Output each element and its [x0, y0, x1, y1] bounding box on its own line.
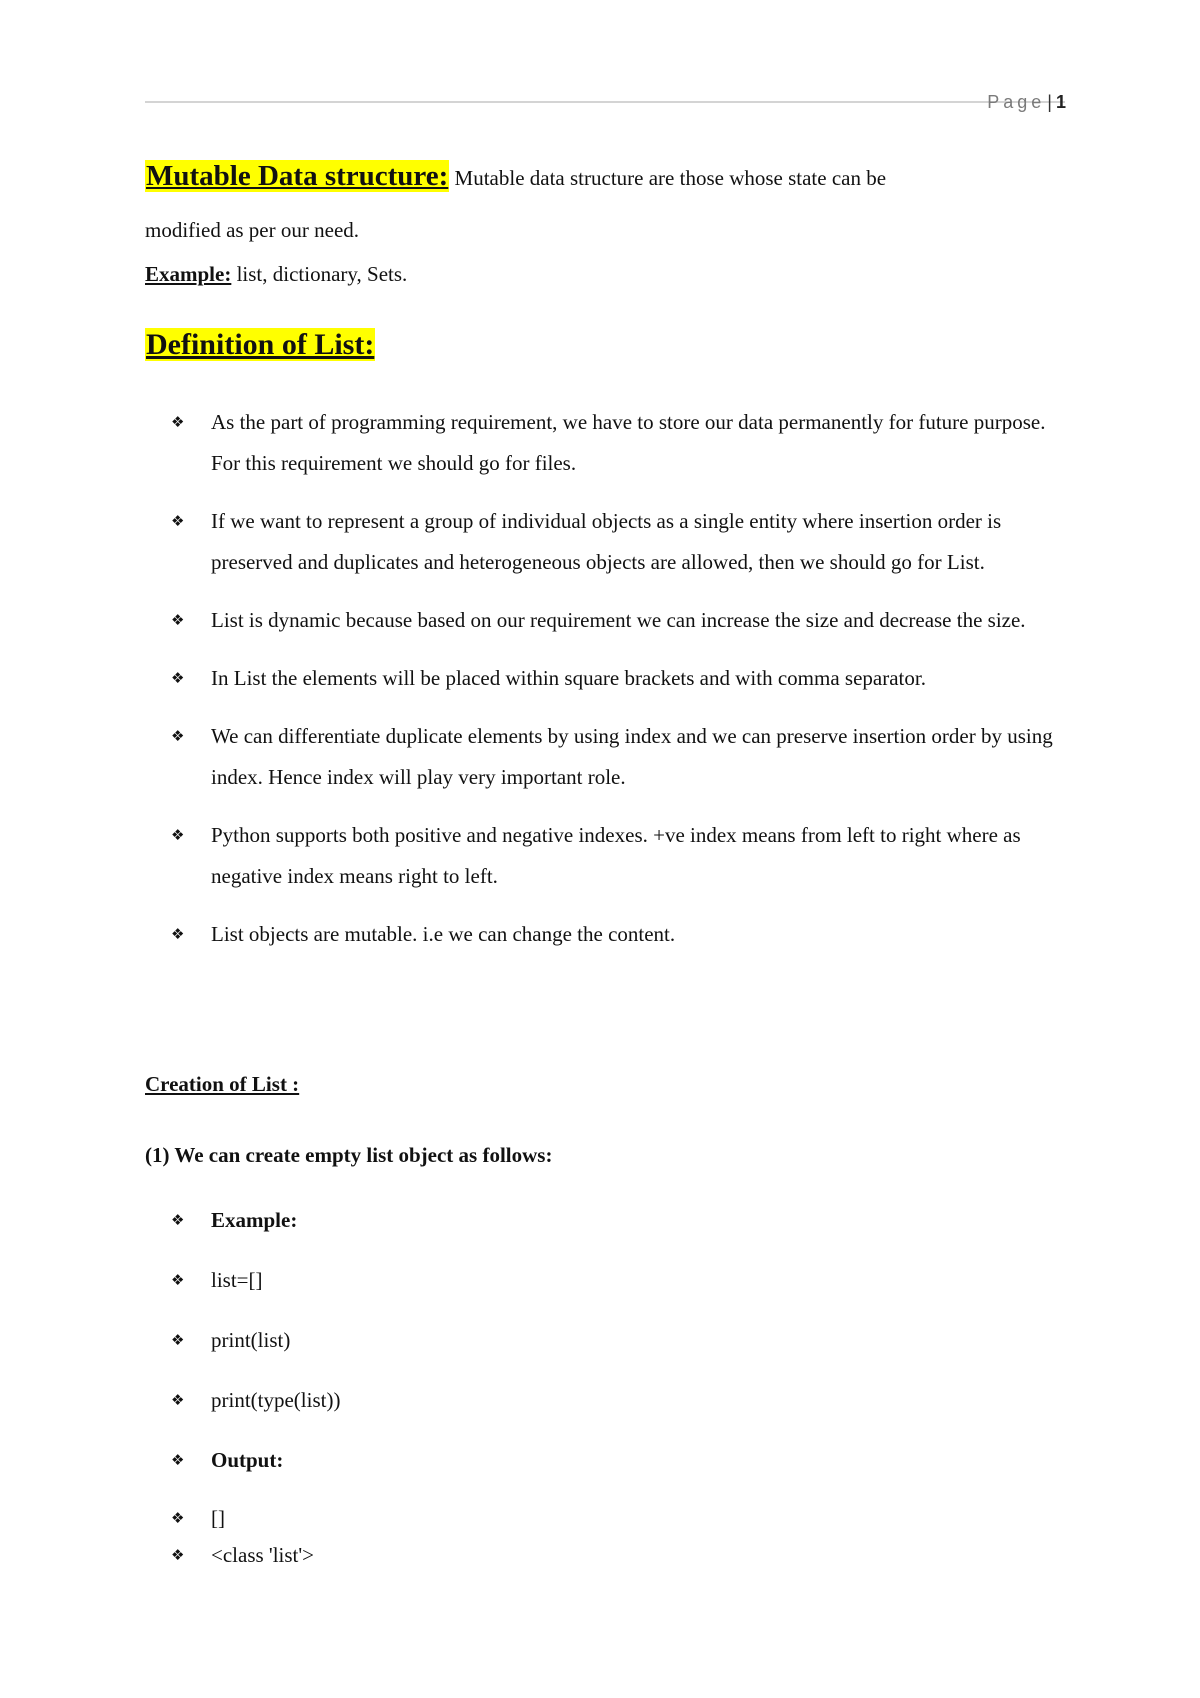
diamond-bullet-icon: ❖	[171, 669, 185, 687]
diamond-bullet-icon: ❖	[171, 925, 185, 943]
diamond-bullet-icon: ❖	[171, 1391, 185, 1409]
mutable-intro	[145, 150, 1065, 259]
diamond-bullet-icon: ❖	[171, 413, 185, 431]
list-item: ❖ []	[145, 1500, 1065, 1537]
list-item: ❖ list=[]	[145, 1260, 1065, 1301]
diamond-bullet-icon: ❖	[171, 1509, 185, 1527]
page-number-value: 1	[1055, 92, 1066, 112]
diamond-bullet-icon: ❖	[171, 1451, 185, 1469]
list-item: ❖ List is dynamic because based on our requirement we can increase the size and decrease the size.	[145, 600, 1065, 641]
diamond-bullet-icon: ❖	[171, 1211, 185, 1229]
diamond-bullet-icon: ❖	[171, 1546, 185, 1564]
diamond-bullet-icon: ❖	[171, 826, 185, 844]
definition-heading: Definition of List:	[146, 328, 375, 361]
mutable-heading: Mutable Data structure:	[146, 160, 449, 192]
list-item: ❖ print(type(list))	[145, 1380, 1065, 1421]
list-item: ❖ Python supports both positive and negative indexes. +ve index means from left to right where as negative index means right to left.	[145, 815, 1065, 897]
list-item: ❖ <class 'list'>	[145, 1537, 1065, 1574]
mutable-text-line1: Mutable data structure are those whose state can be	[449, 166, 887, 190]
list-item: ❖ Example:	[145, 1200, 1065, 1241]
header-rule	[145, 101, 1065, 103]
page-number	[987, 92, 1066, 113]
example-line	[145, 262, 1065, 287]
diamond-bullet-icon: ❖	[171, 1331, 185, 1349]
diamond-bullet-icon: ❖	[171, 1271, 185, 1289]
page-separator: |	[1047, 92, 1052, 112]
list-item: ❖ We can differentiate duplicate elements by using index and we can preserve insertion order by using index. Hence index will play very important role.	[145, 716, 1065, 798]
list-item: ❖ As the part of programming requirement, we have to store our data permanently for future purpose. For this requirement we should go for files.	[145, 402, 1065, 484]
page-label: Page	[987, 92, 1046, 112]
list-item: ❖ List objects are mutable. i.e we can change the content.	[145, 914, 1065, 955]
mutable-text-line2: modified as per our need.	[145, 218, 360, 242]
diamond-bullet-icon: ❖	[171, 512, 185, 530]
list-item: ❖ print(list)	[145, 1320, 1065, 1361]
creation-heading: Creation of List :	[145, 1072, 300, 1096]
example-text: list, dictionary, Sets.	[231, 262, 408, 286]
example-label: Example:	[145, 262, 232, 286]
list-item: ❖ Output:	[145, 1440, 1065, 1481]
diamond-bullet-icon: ❖	[171, 611, 185, 629]
create-empty-subheading: (1) We can create empty list object as follows:	[145, 1143, 553, 1167]
definition-heading-block	[145, 328, 1065, 362]
definition-list	[145, 402, 1065, 972]
creation-list	[145, 1200, 1065, 1574]
list-item: ❖ In List the elements will be placed within square brackets and with comma separator.	[145, 658, 1065, 699]
diamond-bullet-icon: ❖	[171, 727, 185, 745]
list-item: ❖ If we want to represent a group of individual objects as a single entity where insertion order is preserved and duplicates and heterogeneous objects are allowed, then we should go for List.	[145, 501, 1065, 583]
